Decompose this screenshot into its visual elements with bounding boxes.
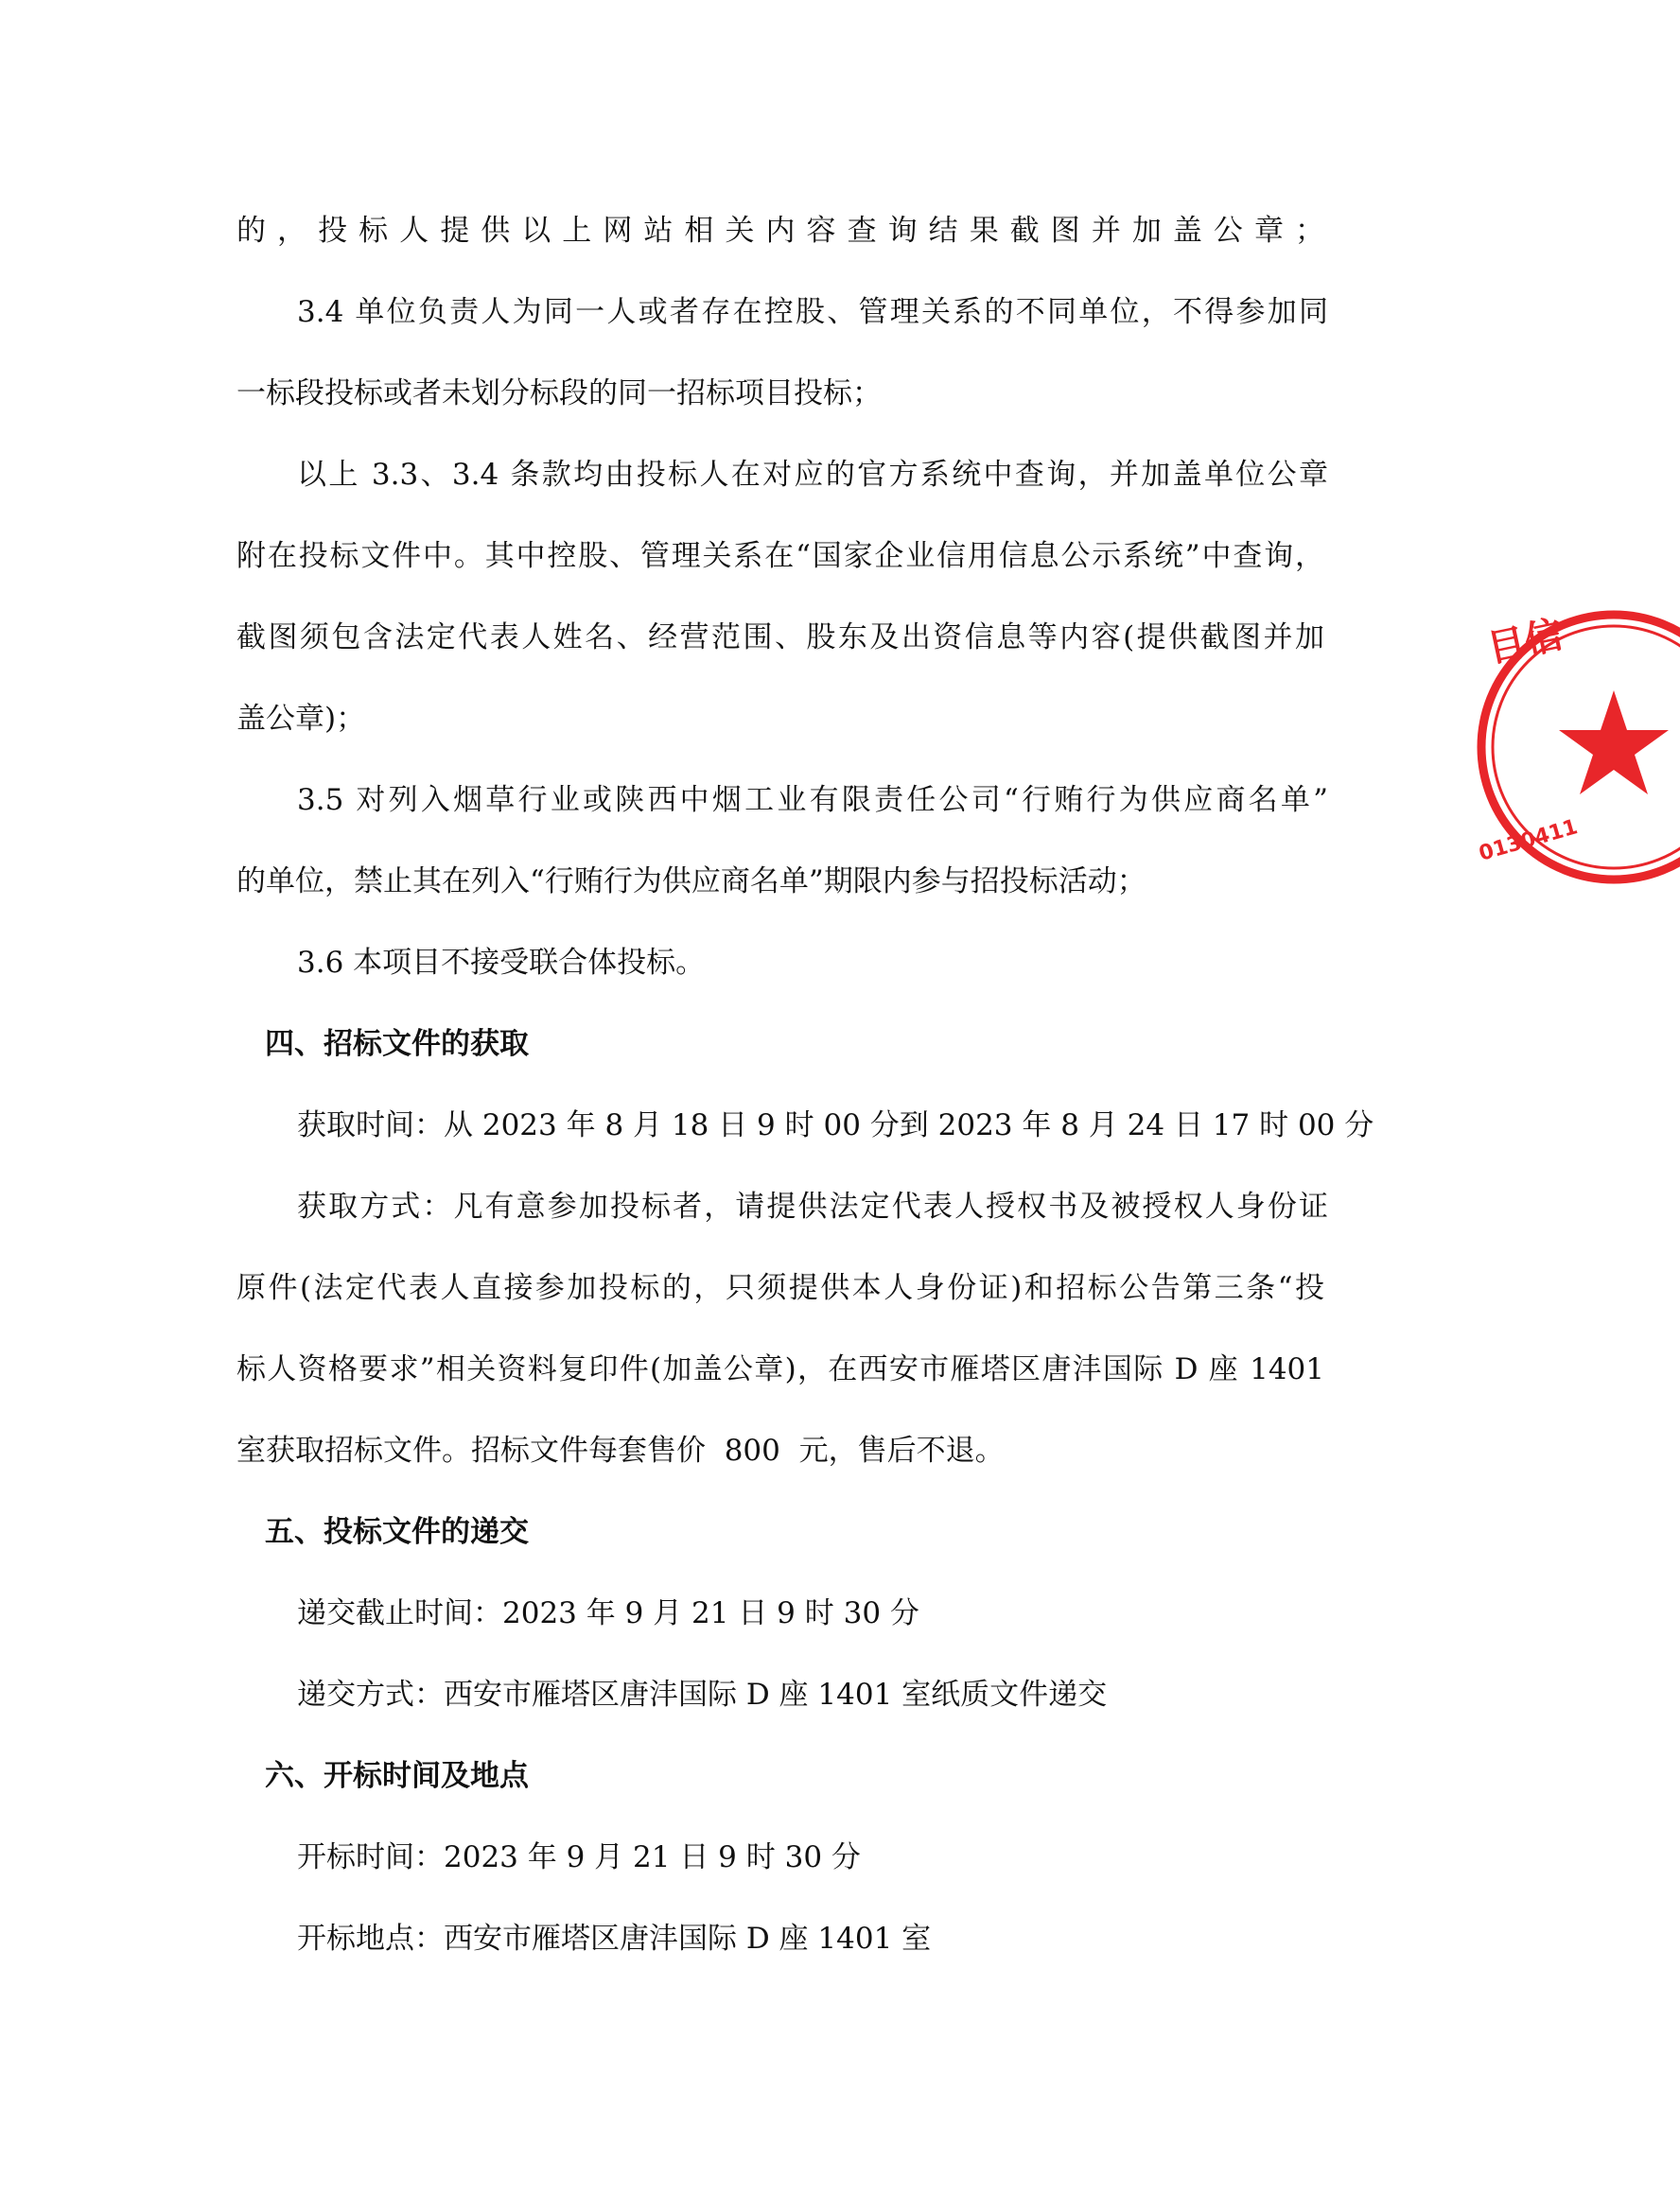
text-line: 盖公章)；: [236, 702, 366, 736]
svg-text:目信: 目信: [1483, 613, 1567, 671]
section-heading: 四、招标文件的获取: [265, 1027, 529, 1061]
text-line: 的，投标人提供以上网站相关内容查询结果截图并加盖公章；: [236, 214, 1324, 248]
section-heading: 五、投标文件的递交: [265, 1515, 529, 1549]
text-line: 以上 3.3、3.4 条款均由投标人在对应的官方系统中查询，并加盖单位公章: [297, 458, 1328, 492]
text-line: 一标段投标或者未划分标段的同一招标项目投标；: [236, 376, 882, 410]
text-line: 的单位，禁止其在列入“行贿行为供应商名单”期限内参与招投标活动；: [236, 864, 1146, 898]
text-line: 标人资格要求”相关资料复印件(加盖公章)，在西安市雁塔区唐沣国际 D 座 1401: [236, 1352, 1324, 1386]
section-heading: 六、开标时间及地点: [265, 1759, 529, 1793]
text-line: 获取时间：从 2023 年 8 月 18 日 9 时 00 分到 2023 年 8 月 24 日 17 时 00 分: [297, 1108, 1374, 1142]
text-line: 递交方式：西安市雁塔区唐沣国际 D 座 1401 室纸质文件递交: [297, 1678, 1108, 1712]
text-line: 开标地点：西安市雁塔区唐沣国际 D 座 1401 室: [297, 1922, 932, 1956]
text-line: 获取方式：凡有意参加投标者，请提供法定代表人授权书及被授权人身份证: [297, 1190, 1328, 1224]
company-seal-stamp: [1472, 596, 1680, 898]
text-line: 截图须包含法定代表人姓名、经营范围、股东及出资信息等内容(提供截图并加: [236, 620, 1324, 654]
text-line: 递交截止时间：2023 年 9 月 21 日 9 时 30 分: [297, 1596, 919, 1630]
text-line: 室获取招标文件。招标文件每套售价 800 元，售后不退。: [236, 1434, 1005, 1468]
text-line: 3.4 单位负责人为同一人或者存在控股、管理关系的不同单位，不得参加同: [297, 295, 1328, 329]
svg-text:0130411: 0130411: [1476, 815, 1581, 866]
text-line: 开标时间：2023 年 9 月 21 日 9 时 30 分: [297, 1840, 861, 1874]
text-line: 附在投标文件中。其中控股、管理关系在“国家企业信用信息公示系统”中查询，: [236, 539, 1324, 573]
text-line: 3.6 本项目不接受联合体投标。: [297, 946, 706, 980]
text-line: 原件(法定代表人直接参加投标的，只须提供本人身份证)和招标公告第三条“投: [236, 1271, 1324, 1305]
text-line: 3.5 对列入烟草行业或陕西中烟工业有限责任公司“行贿行为供应商名单”: [297, 783, 1328, 817]
